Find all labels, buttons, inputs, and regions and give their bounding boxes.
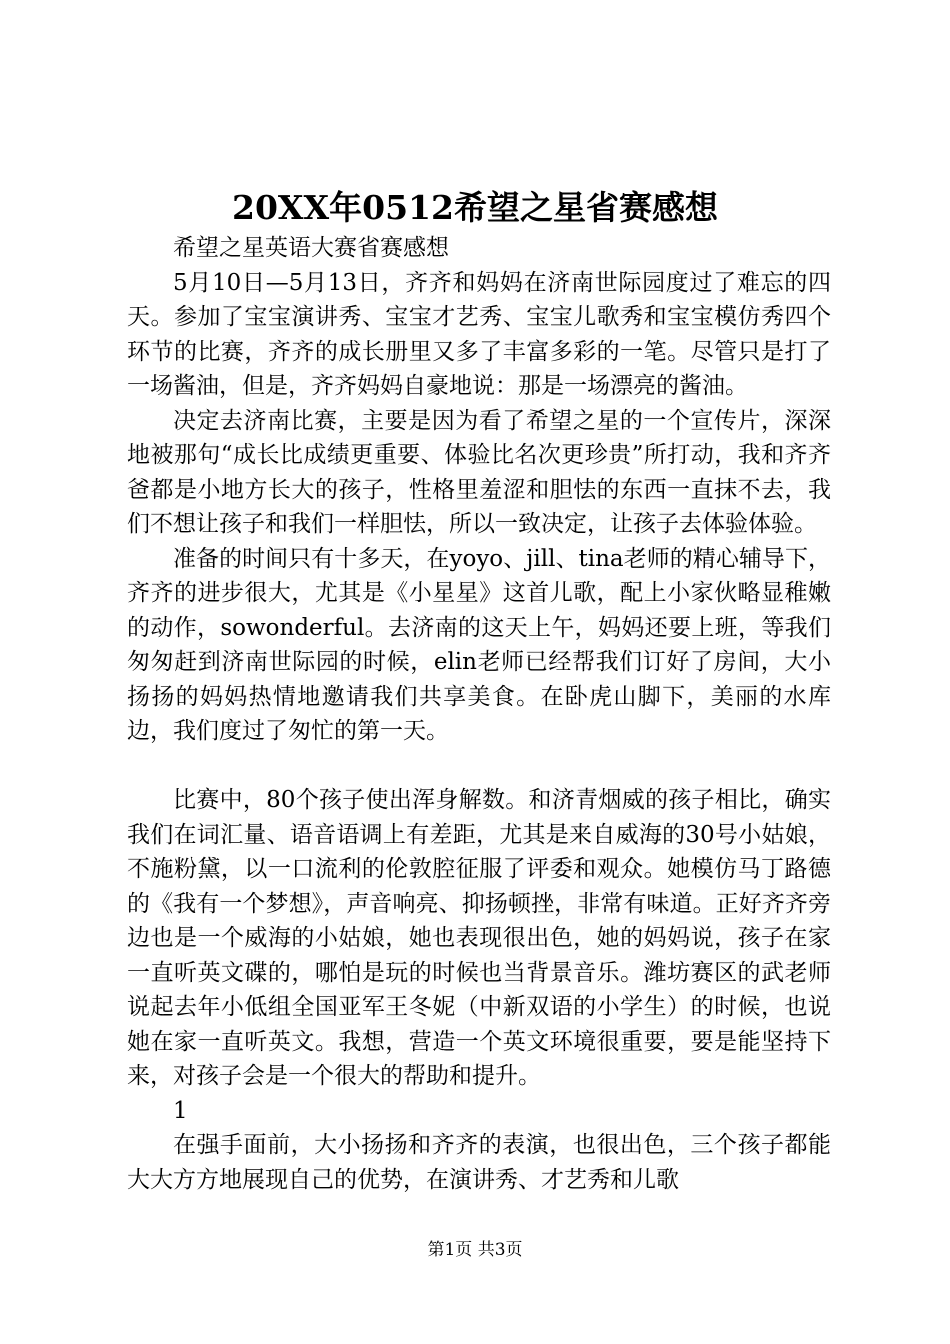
paragraph-subtitle: 希望之星英语大赛省赛感想: [173, 235, 449, 261]
page-footer: 第1页 共3页: [427, 1240, 523, 1260]
paragraph: 决定去济南比赛，主要是因为看了希望之星的一个宣传片，深深地被那句“成长比成绩更重要、体验比名次更珍贵”所打动，我和齐齐爸都是小地方长大的孩子，性格里羞涩和胆怯的东西一直抹不去，我们不想让孩子和我们一样胆怯，所以一致决定，让孩子去体验体验。: [127, 407, 831, 537]
paragraph: 在强手面前，大小扬扬和齐齐的表演，也很出色，三个孩子都能大大方方地展现自己的优势，在演讲秀、才艺秀和儿歌: [127, 1132, 831, 1193]
document-body: [127, 231, 831, 1197]
document-title: 20XX年0512希望之星省赛感想: [232, 188, 718, 227]
paragraph: 5月10日—5月13日，齐齐和妈妈在济南世际园度过了难忘的四天。参加了宝宝演讲秀、宝宝才艺秀、宝宝儿歌秀和宝宝模仿秀四个环节的比赛，齐齐的成长册里又多了丰富多彩的一笔。尽管只是打了一场酱油，但是，齐齐妈妈自豪地说：那是一场漂亮的酱油。: [127, 269, 831, 399]
inline-page-number: 1: [173, 1097, 188, 1124]
paragraph: 准备的时间只有十多天，在yoyo、jill、tina老师的精心辅导下，齐齐的进步很大，尤其是《小星星》这首儿歌，配上小家伙略显稚嫩的动作，sowonderful。去济南的这天上午，妈妈还要上班，等我们匆匆赶到济南世际园的时候，elin老师已经帮我们订好了房间，大小扬扬的妈妈热情地邀请我们共享美食。在卧虎山脚下，美丽的水库边，我们度过了匆忙的第一天。: [127, 545, 831, 744]
paragraph: 比赛中，80个孩子使出浑身解数。和济青烟威的孩子相比，确实我们在词汇量、语音语调上有差距，尤其是来自威海的30号小姑娘，不施粉黛，以一口流利的伦敦腔征服了评委和观众。她模仿马丁路德的《我有一个梦想》，声音响亮、抑扬顿挫，非常有味道。正好齐齐旁边也是一个威海的小姑娘，她也表现很出色，她的妈妈说，孩子在家一直听英文碟的，哪怕是玩的时候也当背景音乐。潍坊赛区的武老师说起去年小低组全国亚军王冬妮（中新双语的小学生）的时候，也说她在家一直听英文。我想，营造一个英文环境很重要，要是能坚持下来，对孩子会是一个很大的帮助和提升。: [127, 787, 831, 1089]
